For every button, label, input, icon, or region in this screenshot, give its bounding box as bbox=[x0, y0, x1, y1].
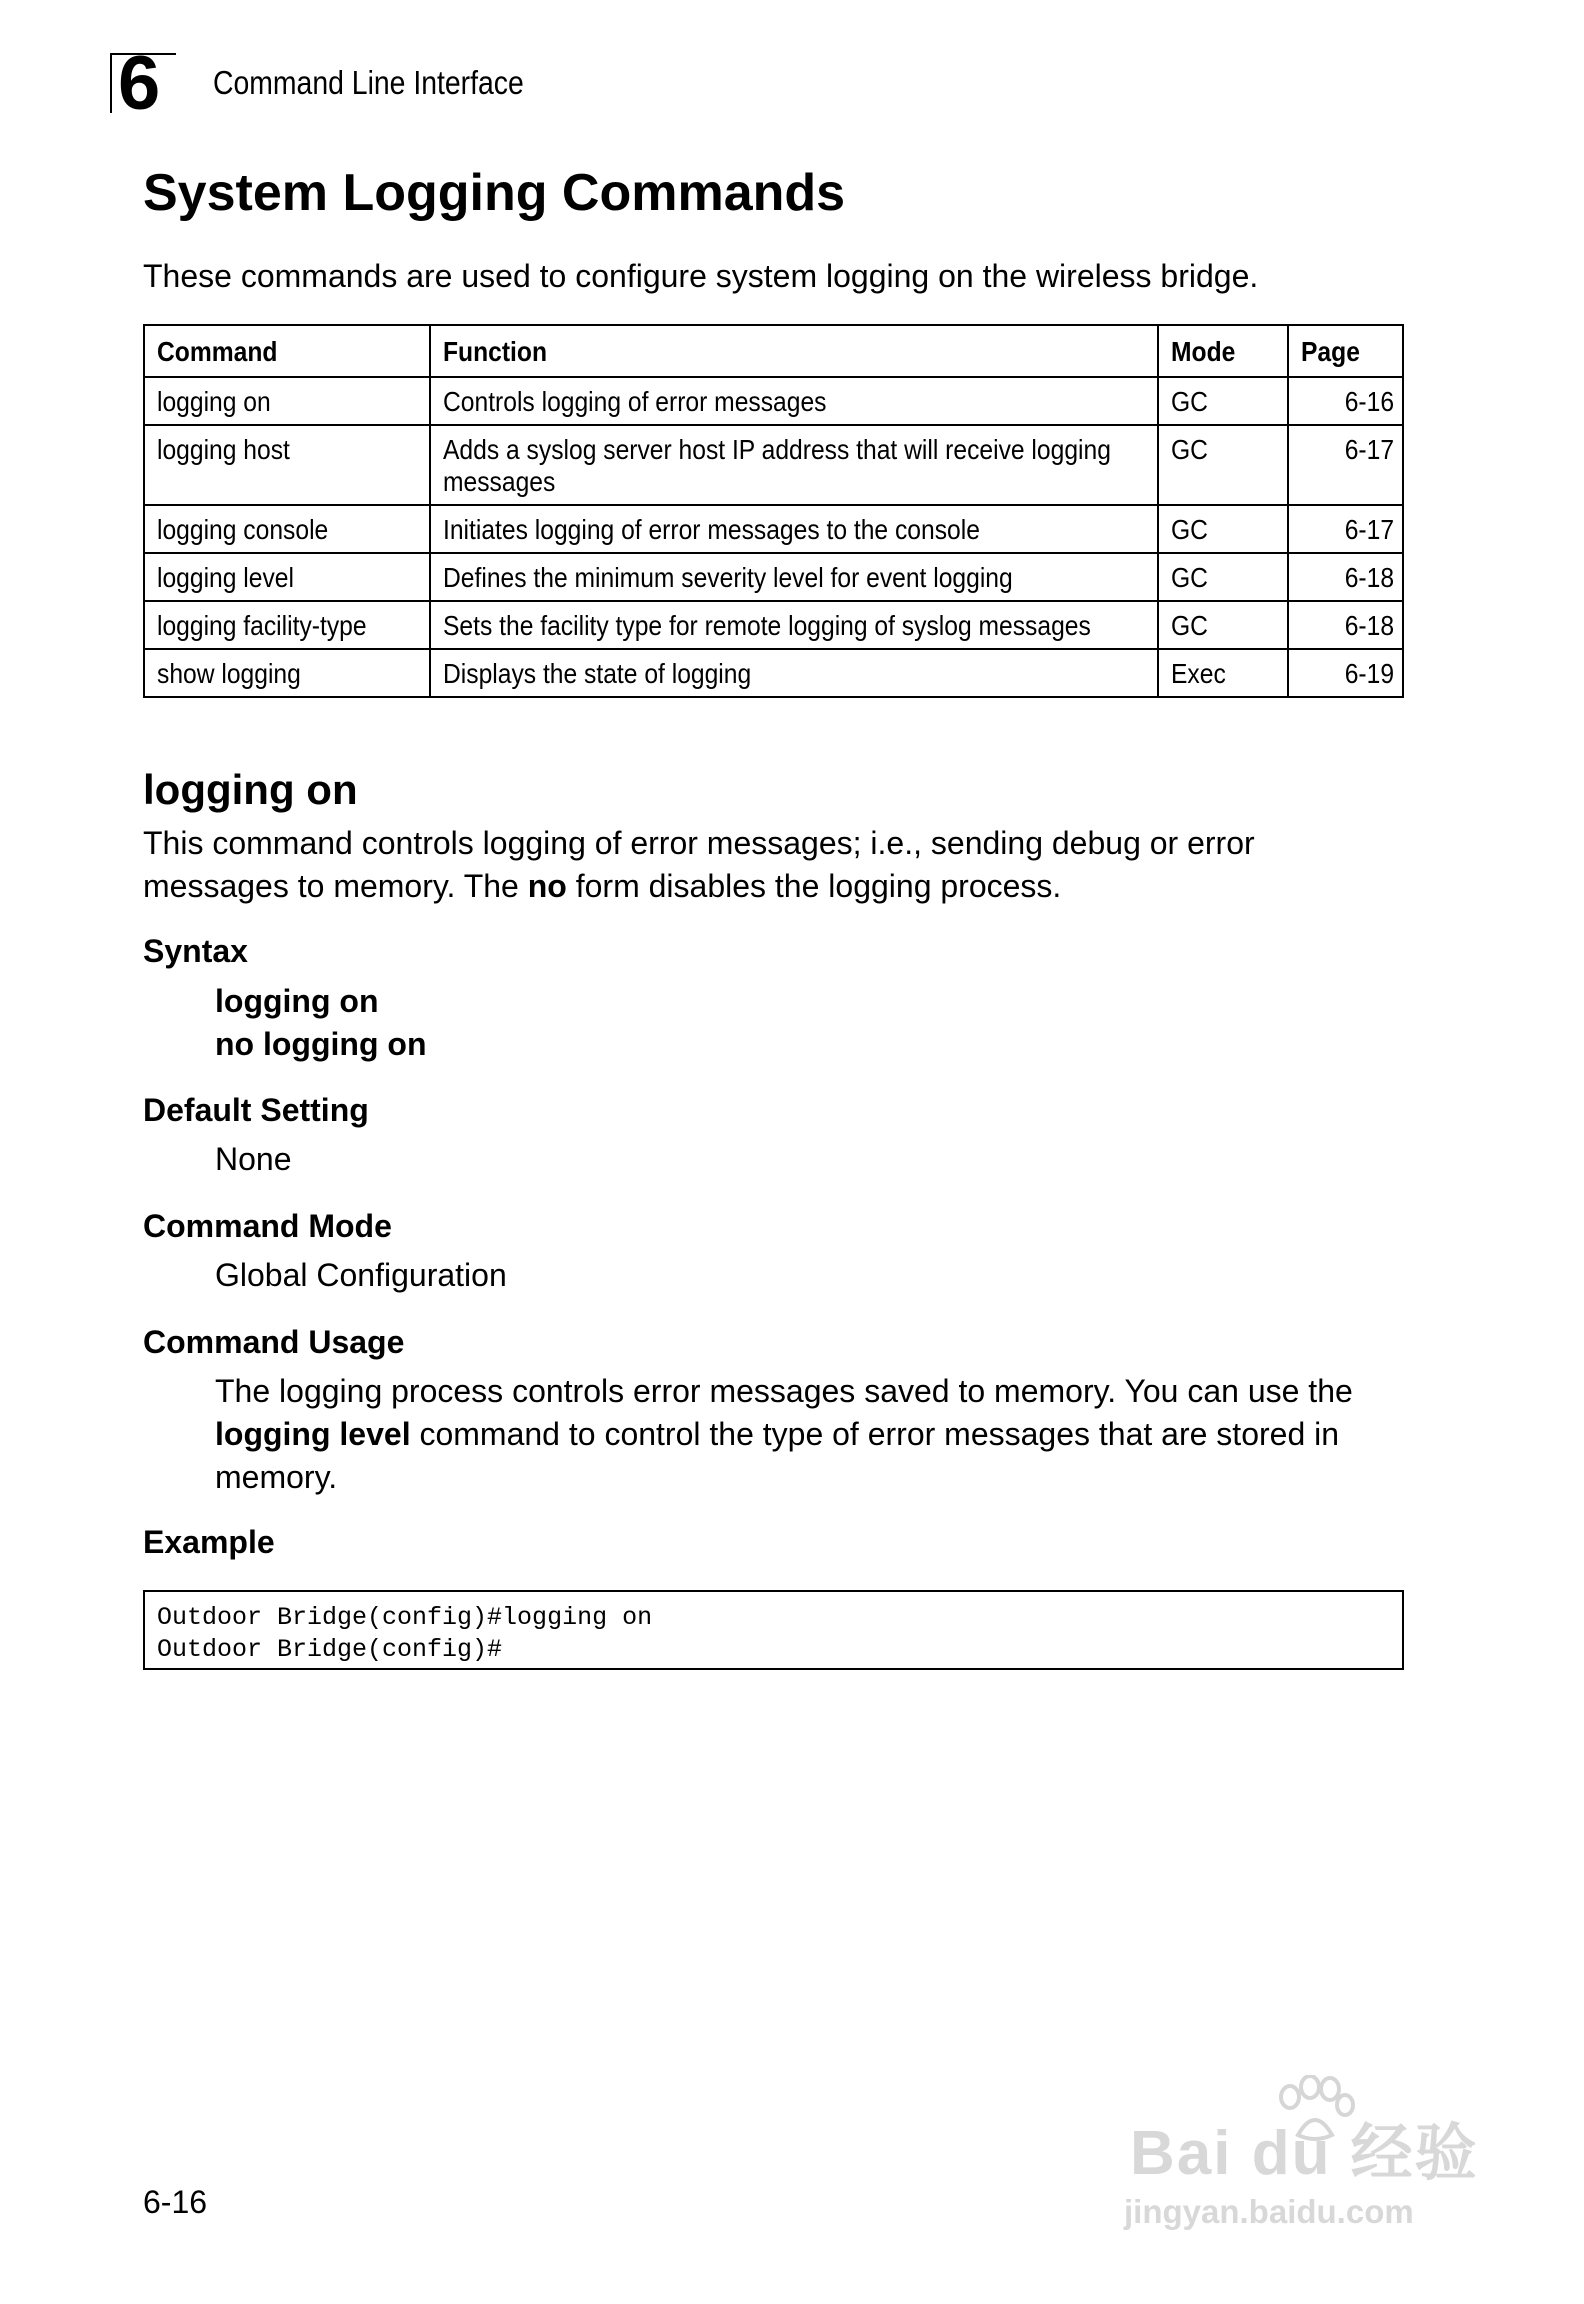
watermark-url: jingyan.baidu.com bbox=[1124, 2193, 1414, 2230]
command-description bbox=[143, 822, 1383, 908]
cell-page: 6-18 bbox=[1288, 553, 1403, 601]
cell-function: Defines the minimum severity level for event logging bbox=[430, 553, 1157, 601]
table-row bbox=[144, 377, 1403, 425]
syntax-line: no logging on bbox=[215, 1026, 427, 1062]
cell-command: logging host bbox=[144, 425, 430, 505]
desc-text: This command controls logging of error messages; i.e., sending debug or error messages to memory. The bbox=[143, 825, 1255, 904]
command-usage-text bbox=[215, 1370, 1415, 1499]
cell-page: 6-17 bbox=[1288, 425, 1403, 505]
syntax-block bbox=[215, 980, 426, 1066]
usage-bold-logging-level: logging level bbox=[215, 1416, 411, 1452]
cell-function: Adds a syslog server host IP address that will receive logging messages bbox=[430, 425, 1157, 505]
header-page: Page bbox=[1288, 325, 1403, 377]
cell-function: Controls logging of error messages bbox=[430, 377, 1157, 425]
desc-bold-no: no bbox=[527, 868, 567, 904]
table-header-row bbox=[144, 325, 1403, 377]
usage-text-end: command to control the type of error messages that are stored in memory. bbox=[215, 1416, 1340, 1495]
cell-command: logging level bbox=[144, 553, 430, 601]
example-code-box bbox=[143, 1590, 1404, 1670]
section-intro: These commands are used to configure system logging on the wireless bridge. bbox=[143, 258, 1259, 294]
table-row bbox=[144, 505, 1403, 553]
header-function: Function bbox=[430, 325, 1157, 377]
baidu-watermark bbox=[1120, 2085, 1490, 2245]
cell-function: Initiates logging of error messages to the console bbox=[430, 505, 1157, 553]
syntax-heading: Syntax bbox=[143, 933, 248, 969]
section-title: System Logging Commands bbox=[143, 164, 846, 222]
cell-command: logging facility-type bbox=[144, 601, 430, 649]
cell-page: 6-19 bbox=[1288, 649, 1403, 697]
usage-text: The logging process controls error messages saved to memory. You can use the bbox=[215, 1373, 1353, 1409]
cell-page: 6-16 bbox=[1288, 377, 1403, 425]
cell-page: 6-17 bbox=[1288, 505, 1403, 553]
default-setting-heading: Default Setting bbox=[143, 1092, 369, 1128]
cell-command: show logging bbox=[144, 649, 430, 697]
command-usage-heading: Command Usage bbox=[143, 1324, 405, 1360]
cell-mode: GC bbox=[1158, 601, 1289, 649]
cell-page: 6-18 bbox=[1288, 601, 1403, 649]
cell-function: Sets the facility type for remote logging of syslog messages bbox=[430, 601, 1157, 649]
cell-command: logging on bbox=[144, 377, 430, 425]
syntax-line: logging on bbox=[215, 983, 379, 1019]
command-title: logging on bbox=[143, 766, 358, 813]
desc-text-end: form disables the logging process. bbox=[566, 868, 1062, 904]
command-mode-heading: Command Mode bbox=[143, 1208, 392, 1244]
code-line: Outdoor Bridge(config)#logging on bbox=[157, 1603, 653, 1632]
command-table bbox=[143, 324, 1404, 698]
running-header-title: Command Line Interface bbox=[213, 64, 524, 101]
chapter-number: 6 bbox=[118, 41, 161, 126]
cell-mode: GC bbox=[1158, 377, 1289, 425]
cell-function: Displays the state of logging bbox=[430, 649, 1157, 697]
table-row bbox=[144, 601, 1403, 649]
page-number: 6-16 bbox=[143, 2184, 208, 2220]
example-heading: Example bbox=[143, 1524, 275, 1560]
header-command: Command bbox=[144, 325, 430, 377]
cell-command: logging console bbox=[144, 505, 430, 553]
code-line: Outdoor Bridge(config)# bbox=[157, 1635, 503, 1664]
table-row bbox=[144, 553, 1403, 601]
watermark-logo-text: Bai du 经验 bbox=[1130, 2119, 1479, 2188]
cell-mode: GC bbox=[1158, 425, 1289, 505]
cell-mode: GC bbox=[1158, 553, 1289, 601]
default-setting-value: None bbox=[215, 1141, 292, 1177]
command-mode-value: Global Configuration bbox=[215, 1257, 507, 1293]
table-row bbox=[144, 425, 1403, 505]
table-row bbox=[144, 649, 1403, 697]
header-mode: Mode bbox=[1158, 325, 1289, 377]
cell-mode: GC bbox=[1158, 505, 1289, 553]
cell-mode: Exec bbox=[1158, 649, 1289, 697]
